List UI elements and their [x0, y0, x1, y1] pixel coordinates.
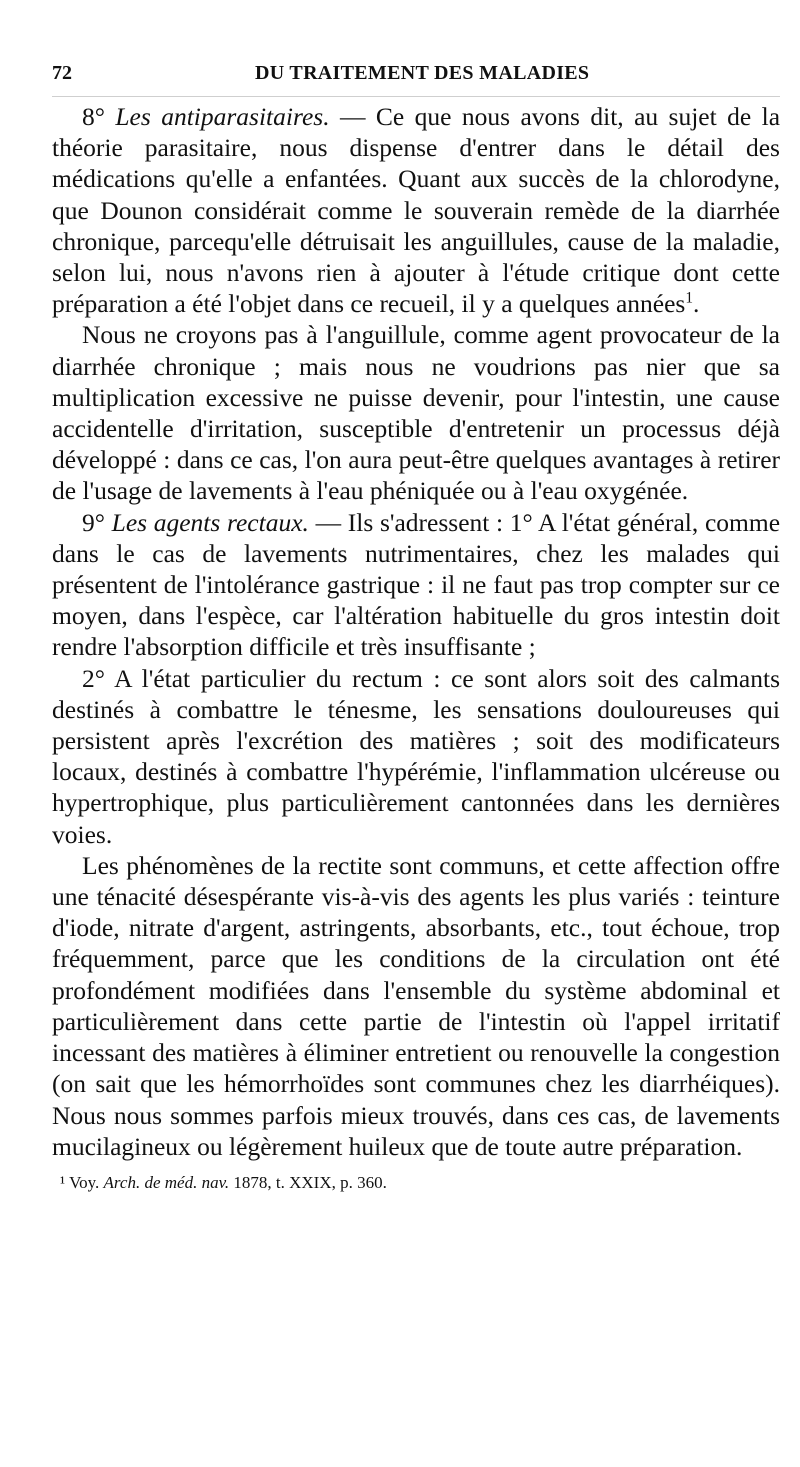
paragraph-etat-rectum — [52, 663, 780, 850]
paragraph-antiparasitaires — [52, 101, 780, 319]
section-heading: Les agents rectaux. — [111, 507, 309, 537]
paragraph-text: Les phénomènes de la rectite sont communs, et cette affection offre une ténacité désespérante vis-à-vis des agents les plus variés : teinture d'iode, nitrate d'argent, astringents, absorbants, etc., tout échoue, trop fréquemment, parce que les conditions de la circulation ont été profondément modifiées dans l'ensemble du système abdominal et particulièrement dans cette partie de l'intestin où l'appel irritatif incessant des matières à éliminer entretient ou renouvelle la congestion (on sait que les hémorrhoïdes sont communes chez les diarrhéiques). Nous nous sommes parfois mieux trouvés, dans ces cas, de lavements mucilagineux ou légèrement huileux que de toute autre préparation. — [52, 850, 780, 1161]
section-number: 8° — [82, 102, 105, 131]
page — [52, 62, 780, 1194]
paragraph-text: — Ils s'adressent : 1° A l'état général, comme dans le cas de lavements nutrimentaires, chez les malades qui présentent de l'intolérance gastrique : il ne faut pas trop compter sur ce moyen, dans l'espèce, car l'altération habituelle du gros intestin doit rendre l'absorption difficile et très insuffisante ; — [52, 507, 781, 662]
footnote-mark: ¹ — [60, 1172, 66, 1192]
section-heading: Les antiparasitaires. — [115, 102, 330, 131]
paragraph-text: Nous ne croyons pas à l'anguillule, comme agent provocateur de la diarrhée chronique ; mais nous ne voudrions pas nier que sa multiplication excessive ne puisse devenir, pour l'intestin, une cause accidentelle d'irritation, susceptible d'entretenir un processus déjà développé : dans ce cas, l'on aura peut-être quelques avantages à retirer de l'usage de lavements à l'eau phéniquée ou à l'eau oxygénée. — [52, 320, 780, 506]
page-number: 72 — [52, 62, 72, 84]
footnote-prefix: Voy. — [69, 1172, 100, 1192]
footnote — [52, 1172, 780, 1194]
footnote-details: 1878, t. XXIX, p. 360. — [233, 1172, 387, 1192]
paragraph-text: 2° A l'état particulier du rectum : ce sont alors soit des calmants destinés à combattre le ténesme, les sensations douloureuses qui persistent après l'excrétion des matières ; soit des modificateurs locaux, destinés à combattre l'hypérémie, l'inflammation ulcéreuse ou hypertrophique, plus particulièrement cantonnées dans les dernières voies. — [52, 663, 780, 849]
paragraph-end: . — [692, 289, 700, 319]
paragraph-text: — Ce que nous avons dit, au sujet de la théorie parasitaire, nous dispense d'entrer dans le détail des médications qu'elle a enfantées. Quant aux succès de la chlorodyne, que Dounon considérait comme le souverain remède de la diarrhée chronique, parcequ'elle détruisait les anguillules, cause de la maladie, selon lui, nous n'avons rien à ajouter à l'étude critique dont cette préparation a été l'objet dans ce recueil, il y a quelques années — [52, 102, 781, 319]
paragraph-anguillule — [52, 319, 780, 506]
footnote-source: Arch. de méd. nav. — [103, 1172, 230, 1192]
paragraph-rectite — [52, 850, 780, 1162]
section-number: 9° — [82, 507, 105, 537]
running-title: DU TRAITEMENT DES MALADIES — [255, 62, 590, 84]
paragraph-agents-rectaux — [52, 507, 780, 663]
footnote-reference: 1 — [685, 289, 693, 307]
running-head — [52, 62, 780, 97]
